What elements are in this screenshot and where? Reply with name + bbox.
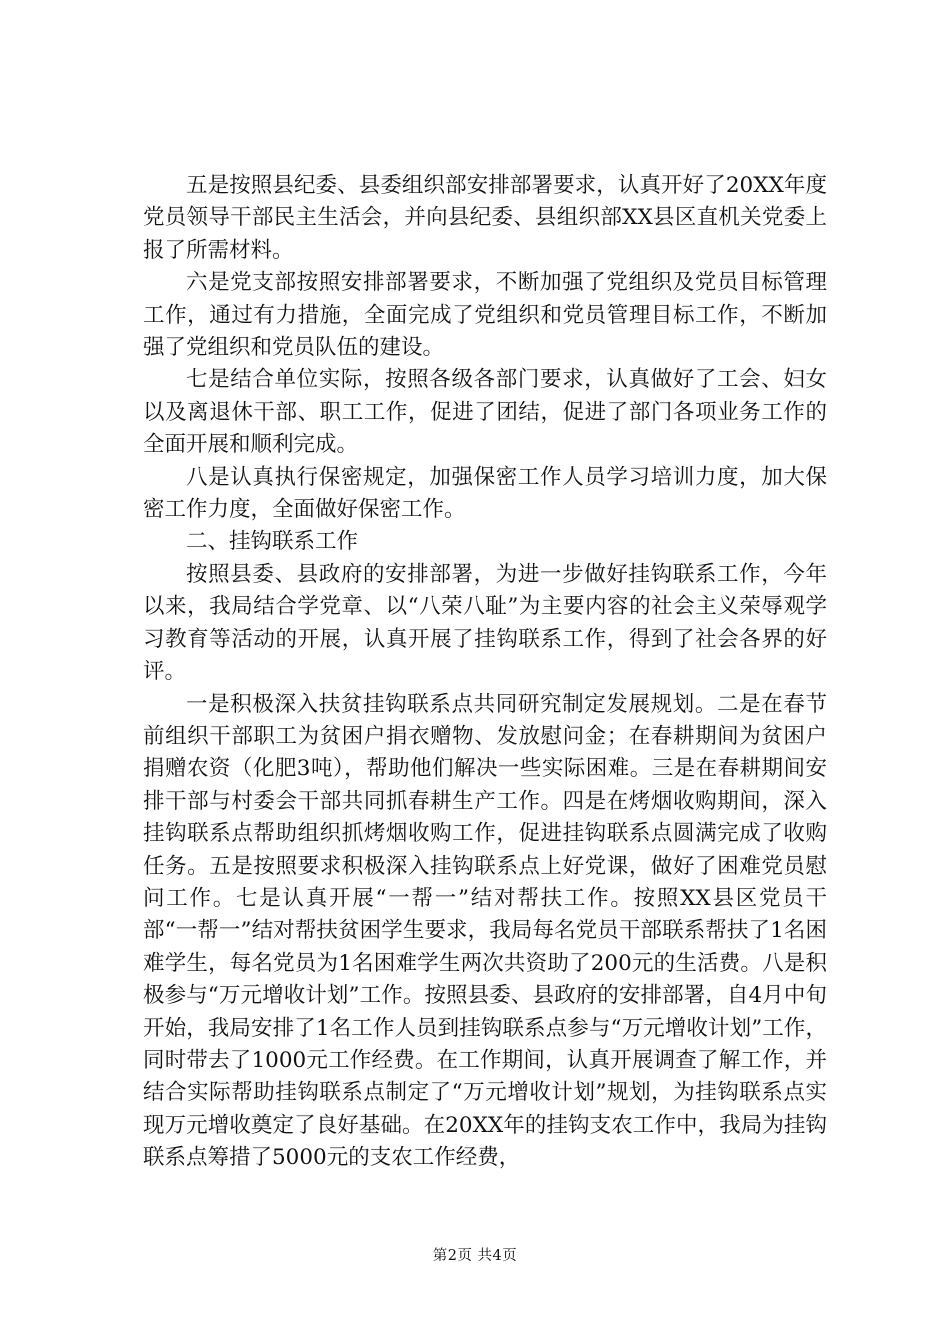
paragraph-item-five: 五是按照县纪委、县委组织部安排部署要求，认真开好了20XX年度党员领导干部民主生活会，并向县纪委、县组织部XX县区直机关党委上报了所需材料。 bbox=[143, 173, 827, 263]
page-number-footer: 第2页 共4页 bbox=[432, 1248, 518, 1264]
paragraph-item-six: 六是党支部按照安排部署要求，不断加强了党组织及党员目标管理工作，通过有力措施，全面完成了党组织和党员管理目标工作，不断加强了党组织和党员队伍的建设。 bbox=[143, 270, 827, 361]
paragraph-item-seven: 七是结合单位实际，按照各级各部门要求，认真做好了工会、妇女以及离退休干部、职工工作，促进了团结，促进了部门各项业务工作的全面开展和顺利完成。 bbox=[143, 367, 827, 458]
paragraph-item-eight: 八是认真执行保密规定，加强保密工作人员学习培训力度，加大保密工作力度，全面做好保密工作。 bbox=[143, 464, 827, 523]
section-intro-paragraph: 按照县委、县政府的安排部署，为进一步做好挂钩联系工作，今年以来，我局结合学党章、以“八荣八耻”为主要内容的社会主义荣辱观学习教育等活动的开展，认真开展了挂钩联系工作，得到了社会各界的好评。 bbox=[143, 561, 827, 685]
section-heading: 二、挂钩联系工作 bbox=[186, 529, 359, 555]
document-body bbox=[143, 170, 827, 1175]
section-detail-paragraph: 一是积极深入扶贫挂钩联系点共同研究制定发展规划。二是在春节前组织干部职工为贫困户捐衣赠物、发放慰问金；在春耕期间为贫困户捐赠农资（化肥3吨），帮助他们解决一些实际困难。三是在春耕期间安排干部与村委会干部共同抓春耕生产工作。四是在烤烟收购期间，深入挂钩联系点帮助组织抓烤烟收购工作，促进挂钩联系点圆满完成了收购任务。五是按照要求积极深入挂钩联系点上好党课，做好了困难党员慰问工作。七是认真开展“一帮一”结对帮扶工作。按照XX县区党员干部“一帮一”结对帮扶贫困学生要求，我局每名党员干部联系帮扶了1名困难学生，每名党员为1名困难学生两次共资助了200元的生活费。八是积极参与“万元增收计划”工作。按照县委、县政府的安排部署，自4月中旬开始，我局安排了1名工作人员到挂钩联系点参与“万元增收计划”工作，同时带去了1000元工作经费。在工作期间，认真开展调查了解工作，并结合实际帮助挂钩联系点制定了“万元增收计划”规划，为挂钩联系点实现万元增收奠定了良好基础。在20XX年的挂钩支农工作中，我局为挂钩联系点筹措了5000元的支农工作经费， bbox=[143, 691, 827, 1171]
